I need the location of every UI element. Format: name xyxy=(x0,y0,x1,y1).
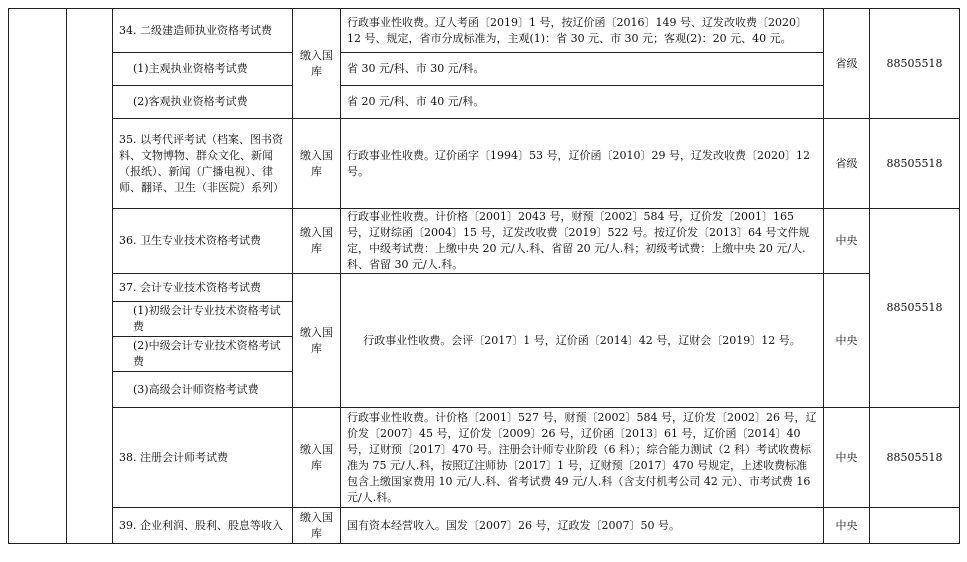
fee-basis: 行政事业性收费。计价格〔2001〕2043 号，财预〔2002〕584 号，辽价发〔2001〕165 号，辽财综函〔2004〕15 号，辽发改收费〔2019〕522 号。按辽价发〔2013〕64 号文件规定，中级考试费：上缴中央 20 元/人.科、省留 20 元/人.科；初级考试费：上缴中央 20 元/人.科、省留 30 元/人.科。 xyxy=(341,209,824,274)
fee-item-name: 34. 二级建造师执业资格考试费 xyxy=(113,9,293,53)
fee-level: 省级 xyxy=(824,9,870,119)
contact-phone: 88505518 xyxy=(870,209,960,408)
table-row xyxy=(9,408,960,508)
fee-item-name: 38. 注册会计师考试费 xyxy=(113,408,293,508)
fee-subitem-name: (1)初级会计专业技术资格考试费 xyxy=(113,302,293,337)
table-row xyxy=(9,274,960,302)
fee-level: 省级 xyxy=(824,119,870,209)
fee-level: 中央 xyxy=(824,209,870,274)
table-row xyxy=(9,508,960,544)
fee-item-name: 39. 企业利润、股利、股息等收入 xyxy=(113,508,293,544)
fee-basis: 行政事业性收费。会评〔2017〕1 号，辽价函〔2014〕42 号，辽财会〔2019〕12 号。 xyxy=(341,274,824,408)
fee-level: 中央 xyxy=(824,274,870,408)
fee-level: 中央 xyxy=(824,408,870,508)
category-cell xyxy=(9,9,67,544)
fee-destination: 缴入国库 xyxy=(293,274,341,408)
contact-phone xyxy=(870,508,960,544)
fee-destination: 缴入国库 xyxy=(293,508,341,544)
fee-destination: 缴入国库 xyxy=(293,209,341,274)
fee-level: 中央 xyxy=(824,508,870,544)
contact-phone: 88505518 xyxy=(870,408,960,508)
fee-subitem-name: (2)客观执业资格考试费 xyxy=(113,86,293,119)
fee-destination: 缴入国库 xyxy=(293,119,341,209)
fee-destination: 缴入国库 xyxy=(293,9,341,119)
fee-subitem-name: (3)高级会计师资格考试费 xyxy=(113,372,293,408)
fee-basis: 行政事业性收费。计价格〔2001〕527 号，财预〔2002〕584 号，辽价发〔2002〕26 号，辽价发〔2007〕45 号，辽价发〔2009〕26 号，辽价函〔2013〕61 号，辽价函〔2014〕40 号，辽财预〔2017〕470 号。注册会计师专业阶段（6 科）；综合能力测试（2 科）考试收费标准为 75 元/人.科，按照辽注师协〔2017〕1 号，辽财预〔2017〕470 号规定，上述收费标准包含上缴国家费用 10 元/人.科、省考试费 49 元/人.科（含支付机考公司 42 元）、市考试费 16 元/人.科。 xyxy=(341,408,824,508)
fee-basis: 行政事业性收费。辽价函字〔1994〕53 号，辽价函〔2010〕29 号，辽发改收费〔2020〕12 号。 xyxy=(341,119,824,209)
fee-item-name: 35. 以考代评考试（档案、图书资料、文物博物、群众文化、新闻（报纸）、新闻（广播电视）、律师、翻译、卫生（非医院）系列） xyxy=(113,119,293,209)
fee-basis: 省 20 元/科、市 40 元/科。 xyxy=(341,86,824,119)
fee-item-name: 36. 卫生专业技术资格考试费 xyxy=(113,209,293,274)
table-row xyxy=(9,86,960,119)
contact-phone: 88505518 xyxy=(870,9,960,119)
subcategory-cell xyxy=(67,9,113,544)
fee-subitem-name: (1)主观执业资格考试费 xyxy=(113,53,293,86)
table-row xyxy=(9,209,960,274)
fee-basis: 行政事业性收费。辽人考函〔2019〕1 号，按辽价函〔2016〕149 号、辽发改收费〔2020〕12 号、规定，省市分成标准为，主观(1)：省 30 元、市 30 元；客观(2)：20 元、40 元。 xyxy=(341,9,824,53)
fee-item-name: 37. 会计专业技术资格考试费 xyxy=(113,274,293,302)
fee-basis: 国有资本经营收入。国发〔2007〕26 号，辽政发〔2007〕50 号。 xyxy=(341,508,824,544)
table-row xyxy=(9,119,960,209)
contact-phone: 88505518 xyxy=(870,119,960,209)
fee-destination: 缴入国库 xyxy=(293,408,341,508)
fee-table xyxy=(8,8,960,544)
table-row xyxy=(9,9,960,53)
fee-basis: 省 30 元/科、市 30 元/科。 xyxy=(341,53,824,86)
fee-subitem-name: (2)中级会计专业技术资格考试费 xyxy=(113,337,293,372)
table-row xyxy=(9,53,960,86)
